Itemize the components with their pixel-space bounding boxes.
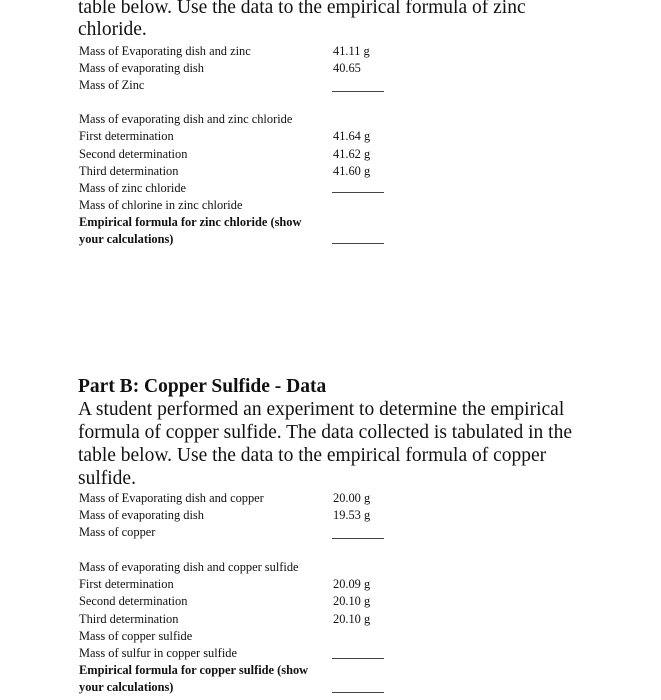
part-a-intro-line-2: chloride. — [78, 19, 147, 40]
part-b-value-first-determination: 20.09 g — [333, 577, 371, 591]
part-b-label-empirical-2: your calculations) — [79, 680, 174, 694]
part-a-value-second-determination: 41.62 g — [333, 147, 371, 161]
part-b-blank-empirical[interactable] — [332, 692, 384, 693]
part-b-label-third-determination: Third determination — [79, 612, 179, 626]
part-a-label-zinc: Mass of Zinc — [79, 78, 145, 92]
part-a-intro-line-1: table below. Use the data to the empirical formula of zinc — [78, 0, 526, 18]
part-a-label-first-determination: First determination — [79, 129, 174, 143]
part-a-blank-zinc[interactable] — [332, 91, 384, 92]
part-a-value-first-determination: 41.64 g — [333, 129, 371, 143]
part-b-label-dish-and-copper: Mass of Evaporating dish and copper — [79, 491, 264, 505]
part-b-label-dish-and-copper-sulfide: Mass of evaporating dish and copper sulfide — [79, 560, 299, 574]
part-a-blank-zinc-chloride[interactable] — [332, 192, 384, 193]
part-a-label-empirical-2: your calculations) — [79, 232, 174, 246]
part-b-value-second-determination: 20.10 g — [333, 594, 371, 608]
part-b-heading: Part B: Copper Sulfide - Data — [78, 376, 327, 397]
part-a-value-dish: 40.65 — [333, 61, 361, 75]
part-b-intro-line-1: A student performed an experiment to determine the empirical — [78, 399, 565, 420]
part-b-blank-copper[interactable] — [332, 538, 384, 539]
part-a-label-second-determination: Second determination — [79, 147, 188, 161]
part-b-value-dish: 19.53 g — [333, 508, 371, 522]
part-b-value-third-determination: 20.10 g — [333, 612, 371, 626]
part-b-intro-line-2: formula of copper sulfide. The data collected is tabulated in the — [78, 422, 573, 443]
part-b-label-sulfur: Mass of sulfur in copper sulfide — [79, 646, 237, 660]
part-a-blank-empirical[interactable] — [332, 243, 384, 244]
part-b-label-copper-sulfide: Mass of copper sulfide — [79, 629, 193, 643]
part-b-value-dish-and-copper: 20.00 g — [333, 491, 371, 505]
part-b-label-second-determination: Second determination — [79, 594, 188, 608]
part-b-label-first-determination: First determination — [79, 577, 174, 591]
part-b-label-dish: Mass of evaporating dish — [79, 508, 204, 522]
part-a-value-third-determination: 41.60 g — [333, 164, 371, 178]
part-a-value-dish-and-zinc: 41.11 g — [333, 44, 370, 58]
part-a-label-dish-and-zinc-chloride: Mass of evaporating dish and zinc chloride — [79, 112, 293, 126]
part-a-label-dish-and-zinc: Mass of Evaporating dish and zinc — [79, 44, 251, 58]
part-b-label-copper: Mass of copper — [79, 525, 156, 539]
part-b-intro-line-4: sulfide. — [78, 468, 136, 489]
part-b-intro-line-3: table below. Use the data to the empirical formula of copper — [78, 445, 547, 466]
part-a-label-chlorine: Mass of chlorine in zinc chloride — [79, 198, 243, 212]
part-a-label-third-determination: Third determination — [79, 164, 179, 178]
part-b-blank-sulfur[interactable] — [332, 658, 384, 659]
part-b-label-empirical-1: Empirical formula for copper sulfide (show — [79, 663, 309, 677]
part-a-label-dish: Mass of evaporating dish — [79, 61, 204, 75]
part-a-label-empirical-1: Empirical formula for zinc chloride (show — [79, 215, 302, 229]
part-a-label-zinc-chloride: Mass of zinc chloride — [79, 181, 187, 195]
